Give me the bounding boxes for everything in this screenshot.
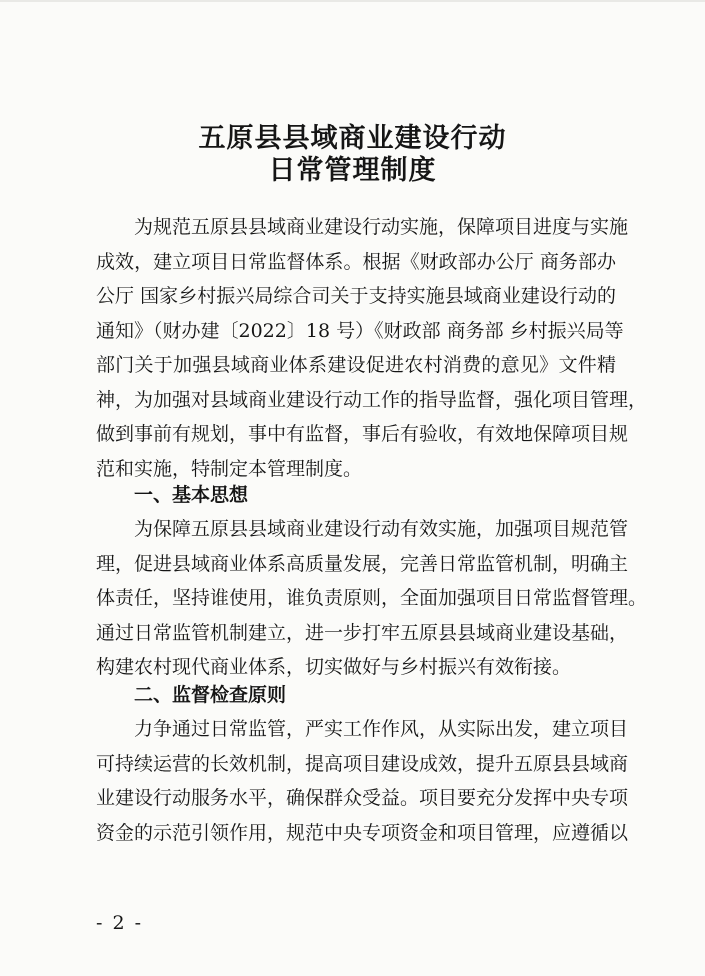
intro-line: 公厅 国家乡村振兴局综合司关于支持实施县域商业建设行动的 xyxy=(96,285,616,307)
section1-line: 通过日常监管机制建立，进一步打牢五原县县域商业建设基础， xyxy=(96,621,629,644)
intro-line: 成效，建立项目日常监督体系。根据《财政部办公厅 商务部办 xyxy=(96,250,616,273)
document-title-line-2: 日常管理制度 xyxy=(268,155,437,186)
section2-line: 可持续运营的长效机制，提高项目建设成效，提升五原县县域商 xyxy=(96,752,629,775)
intro-line: 通知》（财办建〔2022〕18 号）《财政部 商务部 乡村振兴局等 xyxy=(96,319,624,342)
intro-line: 做到事前有规划，事中有监督，事后有验收，有效地保障项目规 xyxy=(96,423,629,445)
section-heading-supervision-principles: 二、监督检查原则 xyxy=(134,684,287,706)
section-heading-basic-idea: 一、基本思想 xyxy=(134,484,249,506)
section2-paragraph xyxy=(96,712,629,850)
intro-line: 部门关于加强县域商业体系建设促进农村消费的意见》文件精 xyxy=(96,354,616,376)
scan-edge xyxy=(0,0,705,2)
section2-line: 业建设行动服务水平，确保群众受益。项目要充分发挥中央专项 xyxy=(96,787,629,809)
section1-line: 为保障五原县县域商业建设行动有效实施，加强项目规范管 xyxy=(134,518,629,540)
section1-line: 理，促进县域商业体系高质量发展，完善日常监管机制，明确主 xyxy=(96,552,629,575)
section2-line: 力争通过日常监管，严实工作作风，从实际出发，建立项目 xyxy=(134,718,629,740)
intro-line: 为规范五原县县域商业建设行动实施，保障项目进度与实施 xyxy=(134,216,629,238)
section1-line: 体责任，坚持谁使用，谁负责原则，全面加强项目日常监督管理。 xyxy=(96,587,648,609)
section1-paragraph xyxy=(96,512,648,685)
intro-paragraph xyxy=(96,210,648,486)
section1-line: 构建农村现代商业体系，切实做好与乡村振兴有效衔接。 xyxy=(96,656,572,678)
section2-line: 资金的示范引领作用，规范中央专项资金和项目管理，应遵循以 xyxy=(96,821,629,844)
intro-line: 范和实施，特制定本管理制度。 xyxy=(96,457,363,480)
page-number: - 2 - xyxy=(96,912,144,934)
document-title-line-1: 五原县县域商业建设行动 xyxy=(198,123,507,154)
intro-line: 神，为加强对县域商业建设行动工作的指导监督，强化项目管理， xyxy=(96,388,648,411)
